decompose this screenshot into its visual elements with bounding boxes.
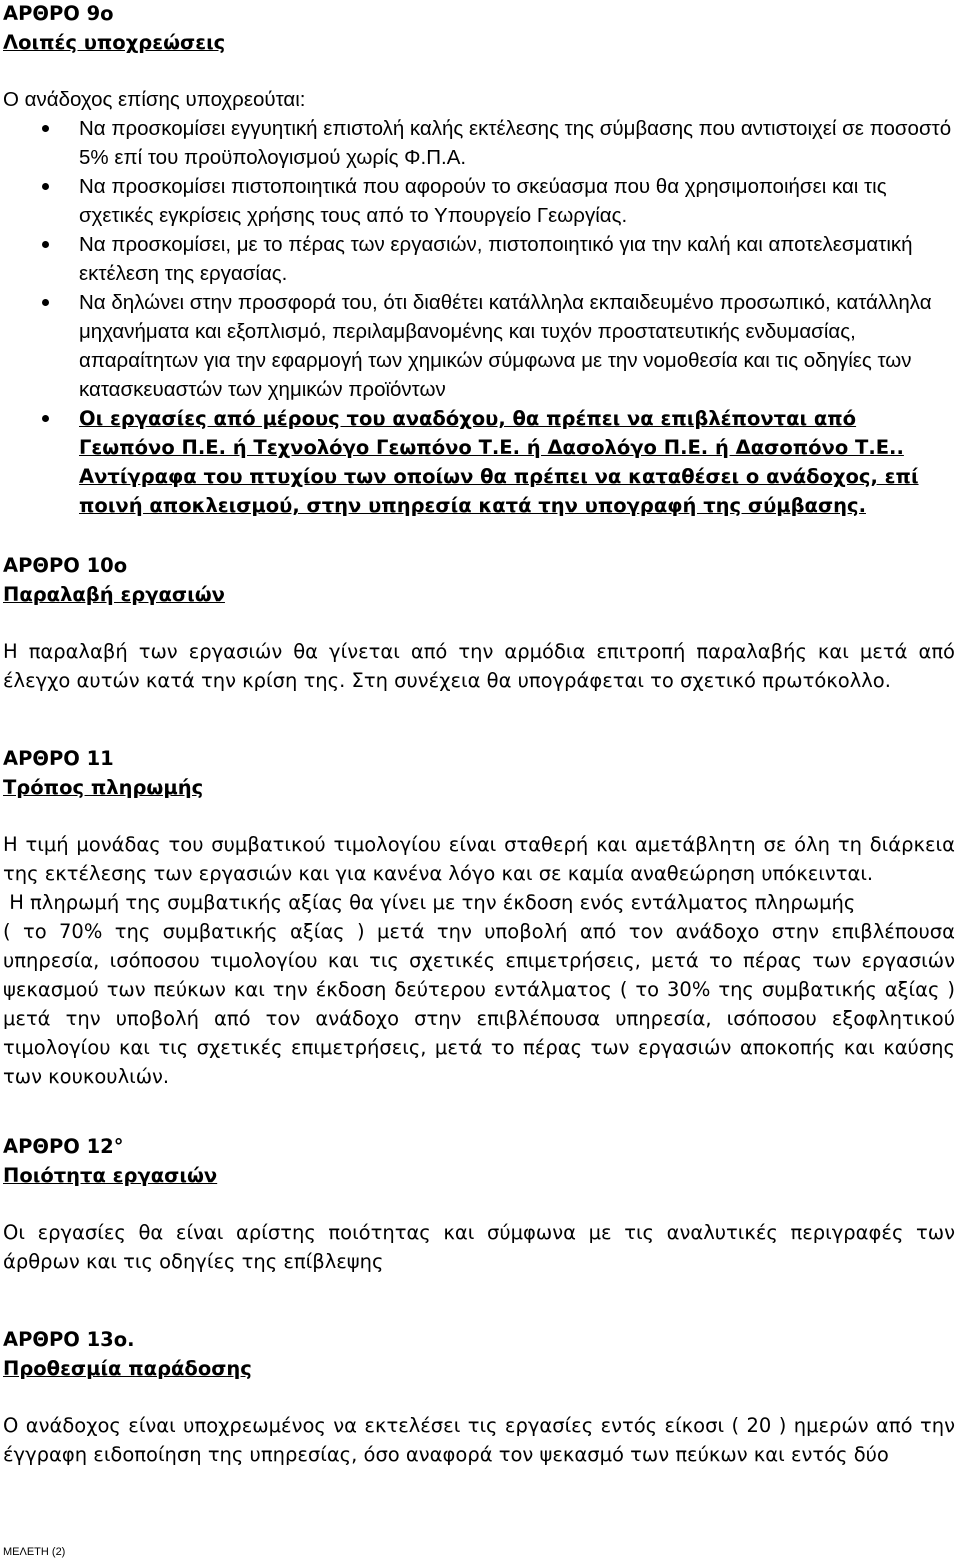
article-10-text: Η παραλαβή των εργασιών θα γίνεται από την αρμόδια επιτροπή παραλαβής και μετά από έλεγχο αυτών κατά την κρίση της. Στη συνέχεια θα υπογράφεται το σχετικό πρωτόκολλο. — [3, 640, 955, 692]
article-13-title: Προθεσμία παράδοσης — [3, 1357, 252, 1380]
list-item — [3, 288, 955, 404]
list-item — [3, 114, 955, 172]
article-13-text: Ο ανάδοχος είναι υποχρεωμένος να εκτελέσει τις εργασίες εντός είκοσι ( 20 ) ημερών από την έγγραφη ειδοποίηση της υπηρεσίας, όσο αναφορά τον ψεκασμό των πεύκων και εντός δύο — [3, 1414, 955, 1466]
article-12-title: Ποιότητα εργασιών — [3, 1164, 218, 1187]
article-9-title: Λοιπές υποχρεώσεις — [3, 31, 226, 54]
bullet-icon — [42, 299, 49, 306]
article-10-number: ΑΡΘΡΟ 10ο — [3, 554, 128, 577]
article-9-number: ΑΡΘΡΟ 9ο — [3, 2, 114, 25]
article-12-text: Οι εργασίες θα είναι αρίστης ποιότητας και σύμφωνα με τις αναλυτικές περιγραφές των άρθρων και τις οδηγίες της επίβλεψης — [3, 1221, 955, 1273]
list-item — [3, 404, 955, 520]
list-item-text: Να προσκομίσει, με το πέρας των εργασιών, πιστοποιητικό για την καλή και αποτελεσματική εκτέλεση της εργασίας. — [79, 233, 913, 285]
article-11-number: ΑΡΘΡΟ 11 — [3, 747, 114, 770]
article-10-title: Παραλαβή εργασιών — [3, 583, 225, 606]
bullet-icon — [42, 415, 49, 422]
list-item-text: Να προσκομίσει εγγυητική επιστολή καλής εκτέλεσης της σύμβασης που αντιστοιχεί σε ποσοστό 5% επί του προϋπολογισμού χωρίς Φ.Π.Α. — [79, 117, 952, 169]
article-11-text-2: Η πληρωμή της συμβατικής αξίας θα γίνει με την έκδοση ενός εντάλματος πληρωμής — [3, 891, 856, 914]
article-11-text-1: Η τιμή μονάδας του συμβατικού τιμολογίου είναι σταθερή και αμετάβλητη σε όλη τη διάρκεια της εκτέλεσης των εργασιών και για κανένα λόγο και σε καμία αναθεώρηση υπόκεινται. — [3, 833, 955, 885]
article-9 — [3, 0, 955, 520]
bullet-icon — [42, 125, 49, 132]
bullet-icon — [42, 183, 49, 190]
page-footer: ΜΕΛΕΤΗ (2) — [3, 1546, 66, 1558]
list-item — [3, 230, 955, 288]
article-13-number: ΑΡΘΡΟ 13ο. — [3, 1328, 135, 1351]
article-11-text-3: ( το 70% της συμβατικής αξίας ) μετά την υποβολή από τον ανάδοχο στην επιβλέπουσα υπηρεσία, ισόποσου τιμολογίου και τις σχετικές επιμετρήσεις, μετά το πέρας των εργασιών ψεκασμού των πεύκων και την έκδοση δεύτερου εντάλματος ( το 30% της συμβατικής αξίας ) μετά την υποβολή από τον ανάδοχο στην επιβλέπουσα υπηρεσία, ισόποσου εξοφλητικού τιμολογίου και τις σχετικές επιμετρήσεις, μετά το πέρας των εργασιών αποκοπής και καύσης των κουκουλιών. — [3, 920, 955, 1088]
article-12 — [3, 1132, 955, 1276]
obligations-list — [3, 114, 955, 520]
article-9-intro: Ο ανάδοχος επίσης υποχρεούται: — [3, 88, 306, 111]
article-13 — [3, 1325, 955, 1469]
article-11 — [3, 744, 955, 1091]
list-item-text: Να δηλώνει στην προσφορά του, ότι διαθέτει κατάλληλα εκπαιδευμένο προσωπικό, κατάλληλα μηχανήματα και εξοπλισμό, περιλαμβανομένης και τυχόν προστατευτικής ενδυμασίας, απαραίτητων για την εφαρμογή των χημικών σύμφωνα με την νομοθεσία και τις οδηγίες των κατασκευαστών των χημικών προϊόντων — [79, 291, 932, 401]
bullet-icon — [42, 241, 49, 248]
list-item-text: Οι εργασίες από μέρους του αναδόχου, θα πρέπει να επιβλέπονται από Γεωπόνο Π.Ε. ή Τεχνολόγο Γεωπόνο Τ.Ε. ή Δασολόγο Π.Ε. ή Δασοπόνο Τ.Ε.. Αντίγραφα του πτυχίου των οποίων θα πρέπει να καταθέσει ο ανάδοχος, επί ποινή αποκλεισμού, στην υπηρεσία κατά την υπογραφή της σύμβασης. — [79, 407, 919, 517]
article-10 — [3, 551, 955, 695]
article-12-number: ΑΡΘΡΟ 12° — [3, 1135, 124, 1158]
list-item — [3, 172, 955, 230]
article-11-title: Τρόπος πληρωμής — [3, 776, 204, 799]
list-item-text: Να προσκομίσει πιστοποιητικά που αφορούν το σκεύασμα που θα χρησιμοποιήσει και τις σχετικές εγκρίσεις χρήσης τους από το Υπουργείο Γεωργίας. — [79, 175, 887, 227]
